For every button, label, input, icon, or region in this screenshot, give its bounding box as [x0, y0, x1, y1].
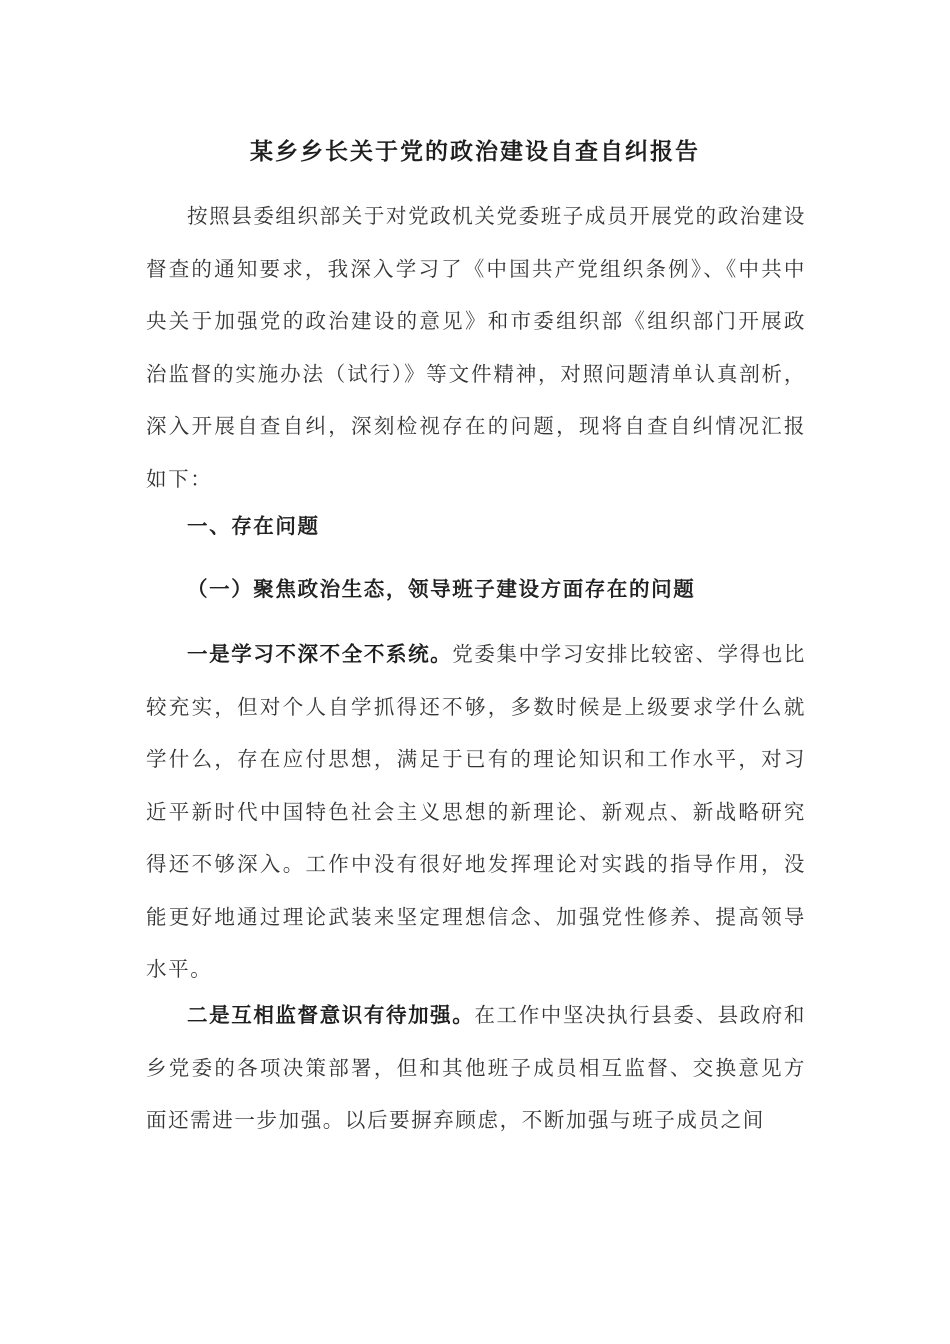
document-title: 某乡乡长关于党的政治建设自查自纠报告: [250, 138, 700, 165]
issue-body: 党委集中学习安排比较密、学得也比较充实，但对个人自学抓得还不够，多数时候是上级要求学什么就学什么，存在应付思想，满足于已有的理论知识和工作水平，对习近平新时代中国特色社会主义思想的新理论、新观点、新战略研究得还不够深入。工作中没有很好地发挥理论对实践的指导作用，没能更好地通过理论武装来坚定理想信念、加强党性修养、提高领导水平。: [146, 642, 806, 981]
issue-paragraph: [146, 628, 806, 996]
issue-lead: 一是学习不深不全不系统。: [187, 642, 453, 666]
section-heading: 一、存在问题: [187, 514, 320, 538]
issue-body: 在工作中坚决执行县委、县政府和乡党委的各项决策部署，但和其他班子成员相互监督、交换意见方面还需进一步加强。以后要摒弃顾虑，不断加强与班子成员之间: [146, 1003, 806, 1132]
issue-lead: 二是互相监督意识有待加强。: [187, 1003, 475, 1027]
issue-paragraph: [146, 989, 806, 1147]
subsection-heading: （一）聚焦政治生态，领导班子建设方面存在的问题: [187, 577, 696, 601]
intro-paragraph: 按照县委组织部关于对党政机关党委班子成员开展党的政治建设督查的通知要求，我深入学习了《中国共产党组织条例》、《中共中央关于加强党的政治建设的意见》和市委组织部《组织部门开展政治监督的实施办法（试行）》等文件精神，对照问题清单认真剖析，深入开展自查自纠，深刻检视存在的问题，现将自查自纠情况汇报如下：: [146, 204, 806, 491]
